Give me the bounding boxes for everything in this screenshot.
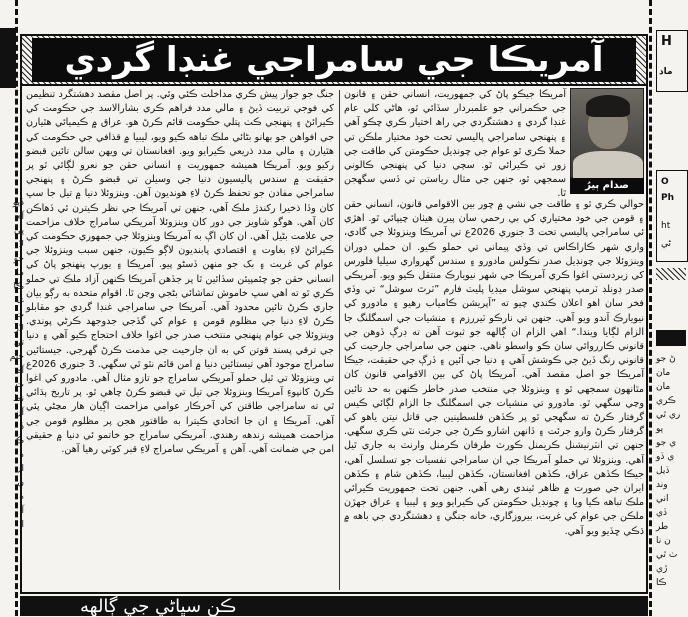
article-paragraph: حوالي ڪري ٿو ۽ طاقت جي نشي ۾ چور بين الاقوامي قانون، انساني حقن ۽ قومن جي خود مختياري کي بي رحمي سان پيرن هيٺان چيپائي ٿو. اهڙي ئي سامراجي پاليسي تحت 3 جنوري 2026ع تي آمريڪا وينزوئلا جي گادي، واري شهر ڪاراڪاس تي وڏي پيماني تي حملو ڪيو. ان حملي دوران وينزوئلا جي چونڊيل صدر نڪولس مادورو ۽ سندس گهرواري سيليا فلورس کي زبردستي اغوا ڪري آمريڪا جي شهر نيويارڪ منتقل ڪيو ويو. آمريڪي صدر ڊونلڊ ٽرمپ پنهنجي سوشل ميڊيا پليٽ فارم ”ٽرٿ سوشل“ تي وڏي فخر سان اهو اعلان ڪندي چيو ته ”آپريشن ڪامياب رهيو ۽ مادورو کي نيويارڪ آندو ويو آهي. جنهن تي نارڪو ٽيررزم ۽ منشيات جي اسمگلنگ جا الزام لڳايا ويندا.“ اهي الزام ان ڳالهه جو ثبوت آهن ته ڊرڳ ڏوهن جي قانوني ڪارروائي سان ڪو واسطو ناهي. جنهن جي سامراجي جارحيت کي قانوني رنگ ڏيڻ جي ڪوشش آهي ۽ دنيا جي آئين ۽ ڏرڳ جي حقيقت، جيڪا آمريڪا جو اصل مقصد آهي. آمريڪا پاڻ کي بين الاقوامي قانون کان مٿانهون سمجهي ٿو ۽ وينزوئلا جي منتخب صدر خاطر ڪنهن به حد تائين وڃي سگهي ٿو. مادورو تي منشيات جي اسمگلنگ جا الزام لڳائي ڪيس گرفتار ڪرڻ ته سگهجي ٿو پر ڪڏهن فلسطينين جي قاتل نيتن ياهو کي گرفتار ڪرڻ وارو جرئت ۽ ڏانهن اشارو ڪرڻ جي جرئت نٿي ڪري سگهي. جنهن تي انٽرنيشنل ڪريمنل ڪورٽ طرفان ڪرمنل وارنٽ به جاري ٿيل آهي. وينزوئلا تي حملو آمريڪا جي ان سامراجي نفسيات جو تسلسل آهي، جيڪا ڪڏهن عراق، ڪڏهن افغانستان، ڪڏهن ليبيا، ڪڏهن شام ۽ ڪڏهن ايران جي صورت ۾ ظاهر ٿيندي رهي آهي. جنهن تحت جمهوريت ڪيرائي ملڪ تباهه ڪيا ويا ۽ چونڊيل حڪومتن کي ڪيرايو ويو ۽ ليبيا ۽ عراق جهڙن ملڪن جي عوام کي غربت، بيروزگاري، خانه جنگي ۽ دهشتگردي جي باهه ۾ ڌڪي ڇڏيو ويو آهي.	[344, 199, 644, 537]
right-adjacent-text-fragment: ي ڏو	[656, 452, 675, 462]
right-adjacent-text-fragment: ڏيل	[656, 466, 670, 476]
left-adjacent-text-fragment: ڏ	[19, 422, 24, 432]
right-adjacent-text-fragment: وند	[656, 480, 668, 490]
right-adjacent-text-fragment: ڏي	[656, 508, 668, 518]
left-adjacent-text-fragment: ت	[15, 310, 24, 320]
article-paragraph: جنگ جو جواز پيش ڪري مداخلت ڪئي وئي. پر اصل مقصد دهشتگرد تنظيمن کي فوجي تربيت ڏيڻ ۽ مالي مدد فراهم ڪري بشارالاسد جي حڪومت کي ڪيرائڻ ۽ پنهنجي ڪٺ پتلي حڪومت قائم ڪرڻ هو. عراق ۾ ڪيميائي هٿيارن جي افواهن جو بهانو بڻائي ملڪ تباهه ڪيو ويو، ليبيا ۾ قذافي جي حڪومت کي هٿيارن ۽ مالي مدد ذريعي ڪيرايو ويو. افغانستان تي ويهن سالن تائين قبضو رکيو ويو. آمريڪا هميشه جمهوريت ۽ انساني حقن جو نعرو لڳائي ٿو پر حقيقت ۾ سندس پاليسيون دنيا جي وسيلن تي قبضو ڪرڻ ۽ پنهنجي سامراجي مفادن جو تحفظ ڪرڻ لاءِ هونديون آهن. وينزوئلا دنيا ۾ تيل جا سڀ کان وڏا ذخيرا رکندڙ ملڪ آهي، جنهن تي آمريڪا جي نظر ڪيترن ئي ڏهاڪن کان آهي. هوگو شاويز جي دور کان وينزوئلا آمريڪي سامراج خلاف مزاحمت جي علامت بڻيل آهي. ان کان اڳ به آمريڪا وينزوئلا جي جمهوري حڪومت کي ڪيرائڻ لاءِ بغاوت ۽ اقتصادي پابنديون لاڳو ڪيون، جنهن سبب وينزوئلا جي عوام کي غربت ۽ بک جو منهن ڏسڻو پيو. آمريڪا ۽ يورپ پنهنجو پاڻ کي انساني حقن جو چئمپيئن سڏائين ٿا پر جڏهن آمريڪا ڪنهن آزاد ملڪ تي حملو ڪري ٿو ته اهي سڀ خاموش تماشائي بڻجي وڃن ٿا. اقوام متحده به رڳو بيان جاري ڪرڻ تائين محدود آهي. آمريڪا جي سامراجي غنڊا گردي جو مقابلو ڪرڻ لاءِ دنيا جي مظلوم قومن ۽ عوام کي گڏجي جدوجهد ڪرڻي پوندي. وينزوئلا جي عوام پنهنجي منتخب صدر جي اغوا خلاف احتجاج ڪيو آهي ۽ دنيا جي ترقي پسند قوتن کي به ان جارحيت جي مذمت ڪرڻ گهرجي. جيستائين سامراج موجود آهي تيستائين دنيا ۾ امن قائم نٿو ٿي سگهي. 3 جنوري 2026ع تي وينزوئلا تي ٿيل حملو آمريڪي سامراج جو تازو مثال آهي. مادورو کي اغوا ڪرڻ کانپوءِ آمريڪا وينزوئلا جي تيل تي قبضو ڪرڻ چاهي ٿو. پر تاريخ ٻڌائي ٿي ته سامراجي طاقتن کي آخرڪار عوامي مزاحمت اڳيان هار مڃڻي پئي آهي. آمريڪا ۽ ان جا اتحادي ڪيترا به طاقتور هجن پر مظلوم قومن جي مزاحمت هميشه زندهه رهندي. آمريڪي سامراج جو خاتمو ئي دنيا ۾ حقيقي امن جي ضمانت آهي. آهن ۽ آمريڪي سامراج لاءِ قبر کوٽي رهيا آهن.	[26, 89, 334, 456]
left-adjacent-text-fragment: ه	[19, 450, 24, 460]
next-article-headline-bar	[20, 596, 648, 616]
right-adjacent-text-fragment: ي جو	[656, 438, 677, 448]
right-adjacent-column	[650, 0, 681, 616]
article-headline: آمريڪا جي سامراجي غنڊا گردي	[32, 38, 636, 82]
left-adjacent-text-fragment: تي	[13, 338, 24, 348]
right-adjacent-text-fragment: طر	[656, 522, 669, 532]
right-adjacent-text-fragment: ڻ جو	[656, 354, 676, 364]
column-divider	[339, 90, 340, 590]
right-adjacent-box-mid: O Ph ht ڻي	[656, 170, 688, 262]
left-adjacent-text-fragment: ڪا	[13, 282, 24, 292]
right-adjacent-text-fragment: ري ٿي	[656, 410, 681, 420]
article-col-right-intro	[344, 88, 566, 198]
right-hatch-divider	[656, 268, 686, 280]
article-col-left	[26, 88, 334, 590]
left-adjacent-text-fragment: آم	[15, 212, 24, 222]
next-article-headline: ڪن سڀاڻي جي ڳالهه	[80, 596, 237, 617]
right-adjacent-text-fragment: مان	[656, 382, 671, 392]
left-adjacent-text-fragment: ت	[15, 380, 24, 390]
right-adjacent-text-fragment: اني	[656, 494, 669, 504]
right-adjacent-header-block	[656, 330, 686, 346]
right-adjacent-text-fragment: ڪري	[656, 396, 676, 406]
left-column-dashed-rule	[14, 0, 18, 616]
left-adjacent-text-fragment: آه	[16, 366, 24, 376]
left-adjacent-text-fragment: جو	[13, 254, 24, 264]
left-adjacent-text-fragment: آ	[21, 506, 24, 516]
left-adjacent-text-fragment: ڪ	[14, 436, 24, 446]
left-adjacent-text-fragment: آن	[14, 408, 24, 418]
article-header	[22, 36, 646, 86]
left-adjacent-text-fragment: جنم	[9, 352, 24, 362]
left-adjacent-text-fragment: ما	[16, 268, 24, 278]
left-adjacent-text-fragment: پي	[13, 226, 24, 236]
left-adjacent-text-fragment: غا	[16, 296, 24, 306]
right-adjacent-text-fragment: ڙي	[656, 564, 668, 574]
left-adjacent-text-fragment: ن	[17, 478, 24, 488]
article-paragraph: آمريڪا جيڪو پاڻ کي جمهوريت، انساني حقن ۽ قانون جي حڪمراني جو علمبردار سڏائي ٿو، هاڻي کلي عام غنڊا گردي ۽ دهشتگردي جي راھ اختيار ڪري چڪو آهي ۽ پنهنجي سامراجي پاليسي تحت خود مختيار ملڪن تي حملا ڪري ٿو عوام جي چونڊيل حڪومتن کي طاقت جي زور تي ڪيرائي ٿو. سڄي دنيا کي پنهنجي ڪالوني سمجهي ٿو، جنهن جي مثال رياستن تي ڏسي سگهجن ٿا.	[344, 89, 566, 200]
left-adjacent-text-fragment: ڏيو	[12, 198, 24, 208]
right-adjacent-box-top: H ماد	[656, 30, 688, 92]
left-adjacent-text-fragment: لار	[14, 324, 24, 334]
left-adjacent-text-fragment: نظ	[12, 394, 24, 404]
left-adjacent-text-fragment: ا	[21, 520, 24, 530]
right-adjacent-text-fragment: مان	[656, 368, 671, 378]
right-adjacent-text-fragment: ٺ ٿي	[656, 550, 678, 560]
author-photo	[570, 88, 644, 178]
left-adjacent-text-fragment: لا	[18, 240, 24, 250]
right-adjacent-text-fragment: پو	[656, 424, 664, 434]
right-adjacent-text-fragment: ن نا	[656, 536, 671, 546]
right-adjacent-text-fragment: ڪا	[656, 578, 667, 588]
article-col-right-body	[344, 198, 644, 590]
left-adjacent-text-fragment: ه	[19, 492, 24, 502]
left-adjacent-text-fragment: ان	[14, 464, 24, 474]
author-name: صدام ٻيرُ	[570, 178, 644, 194]
